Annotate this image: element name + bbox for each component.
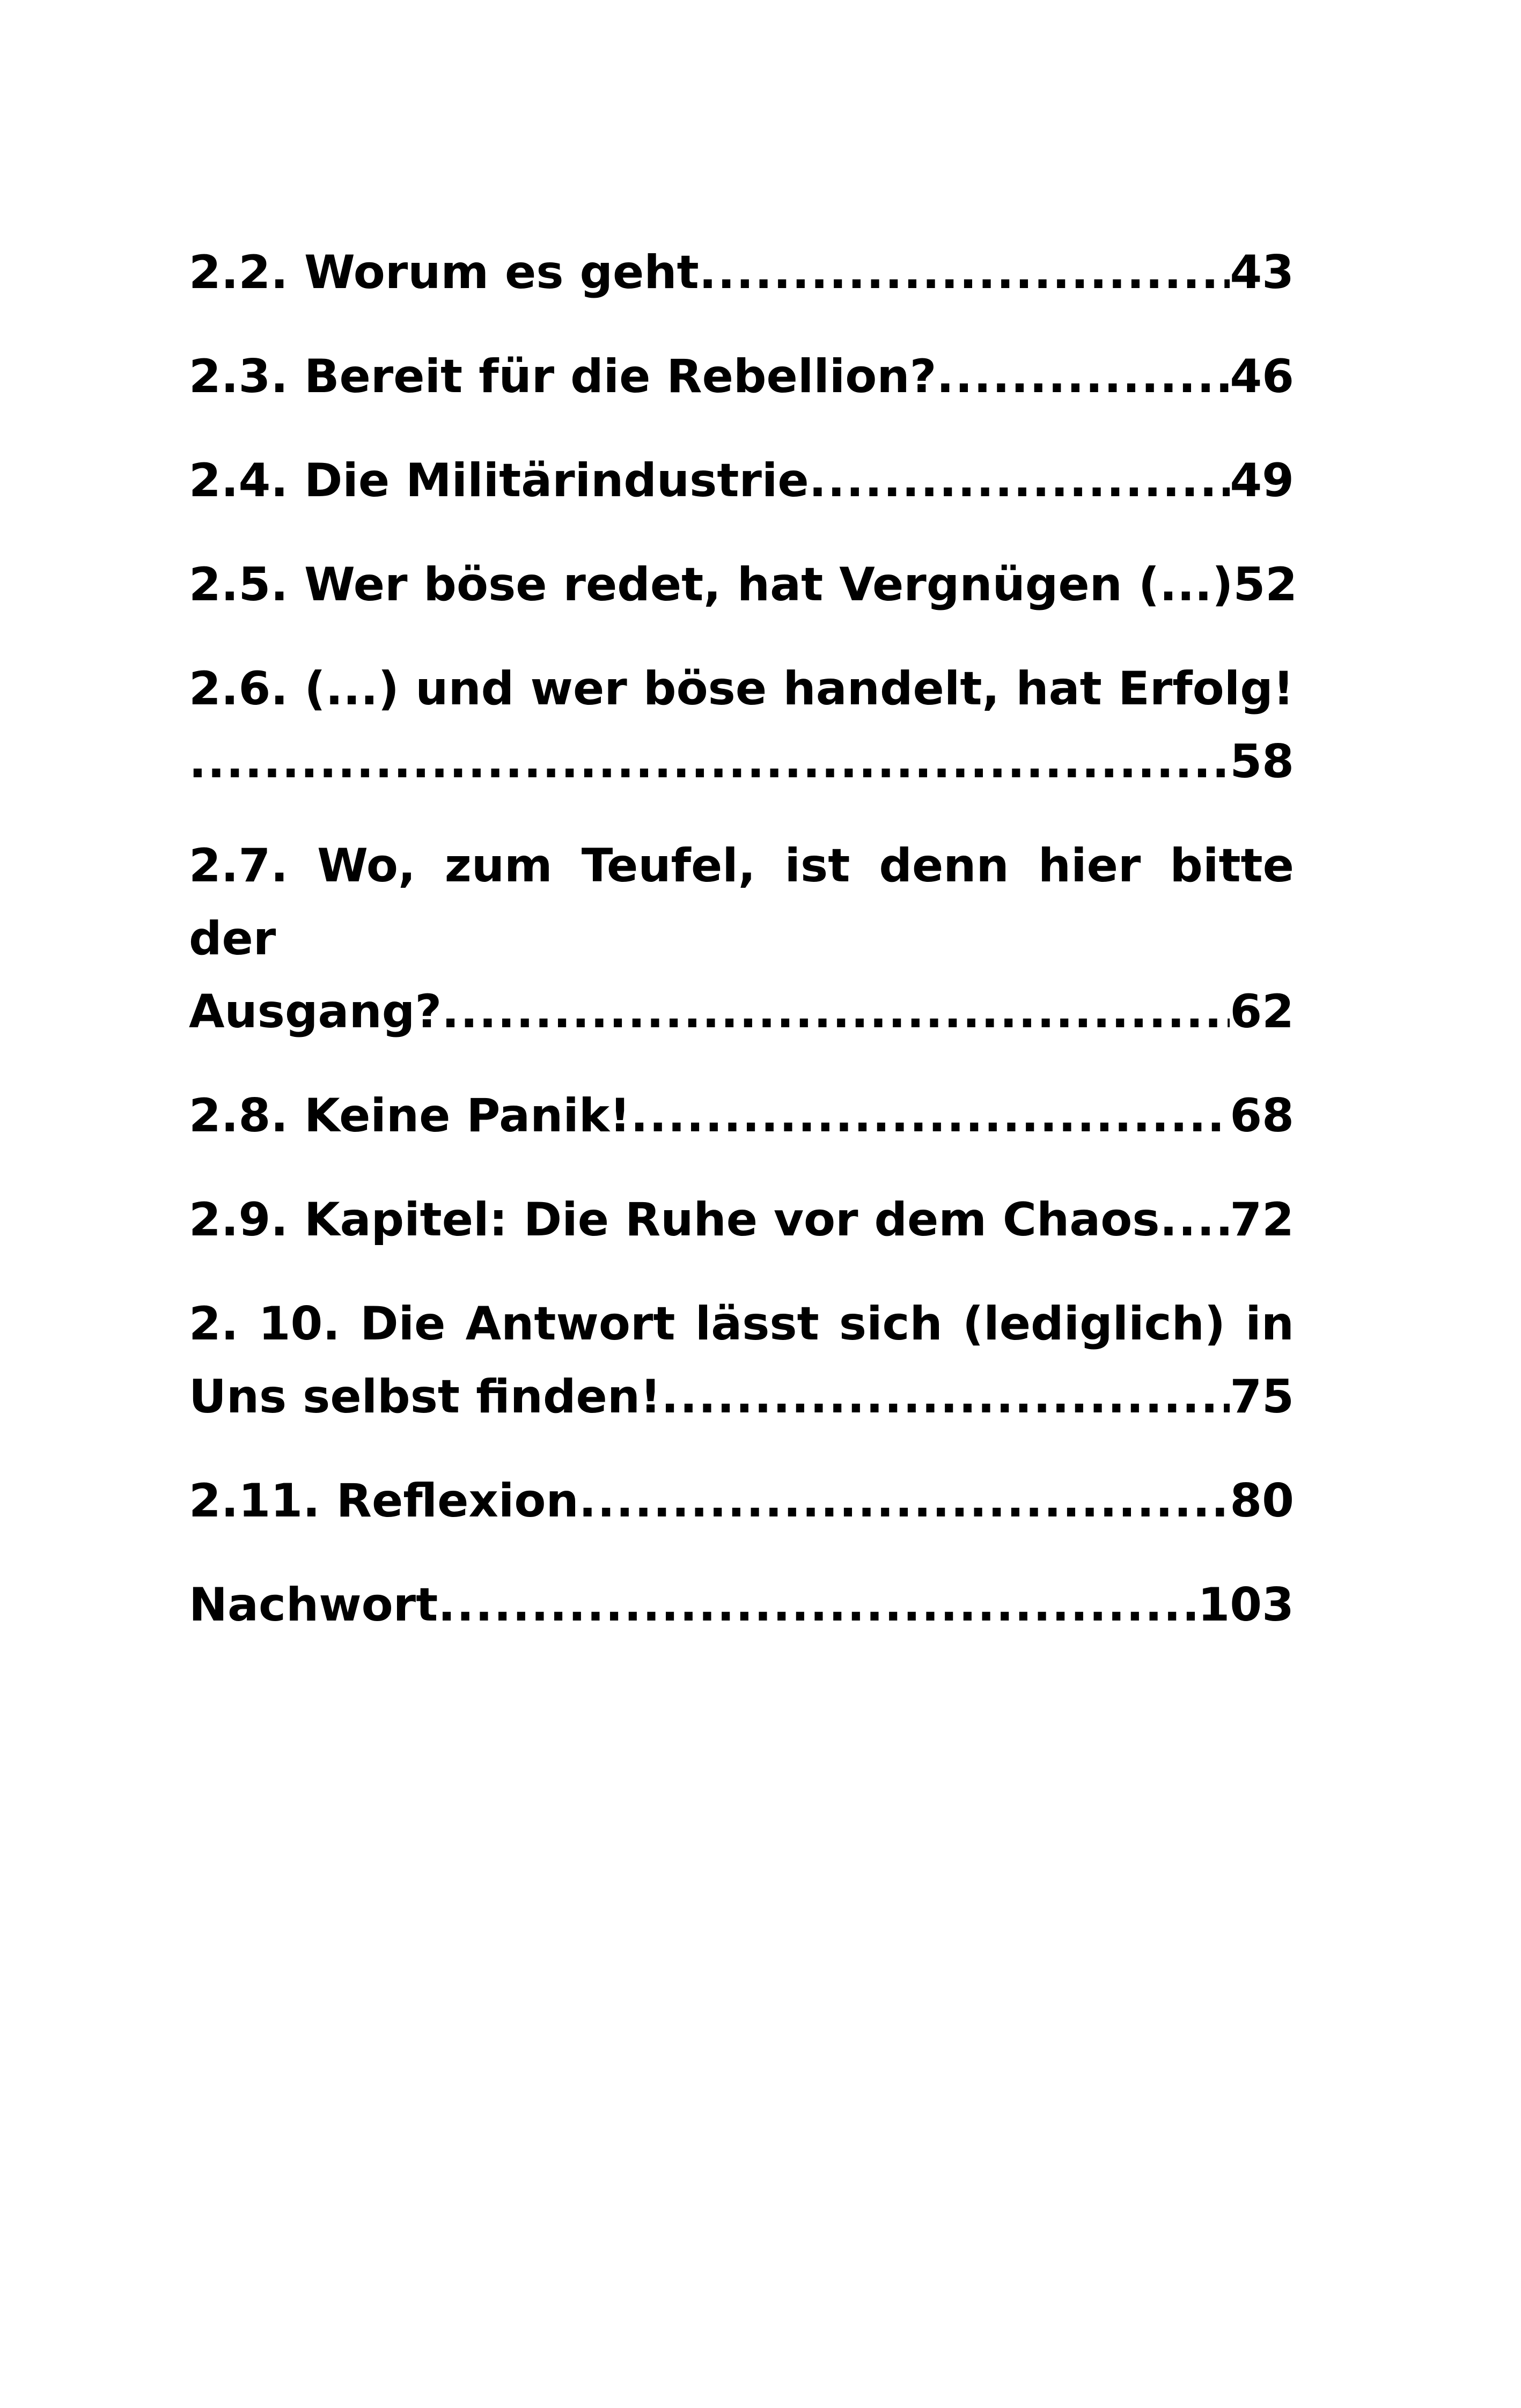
dot-leader: [936, 340, 1230, 413]
toc-entry[interactable]: [189, 1568, 1294, 1641]
toc-entry-title: 2.11. Reflexion: [189, 1474, 579, 1528]
toc-entry[interactable]: [189, 444, 1294, 517]
toc-entry-page: 68: [1230, 1089, 1294, 1143]
toc-entry-title: Nachwort: [189, 1578, 438, 1632]
toc-entry-title: 2.7. Wo, zum Teufel, ist denn hier bitte der: [189, 839, 1294, 966]
toc-entry[interactable]: [189, 1079, 1294, 1152]
toc-entry-page: 72: [1230, 1193, 1294, 1247]
toc-entry-page: 43: [1230, 246, 1294, 299]
toc-entry-page: 52: [1233, 558, 1298, 612]
toc-entry-title: 2.2. Worum es geht: [189, 246, 699, 299]
toc-entry-page: 46: [1230, 350, 1294, 403]
dot-leader: [442, 975, 1230, 1048]
toc-entry[interactable]: [189, 1287, 1294, 1433]
dot-leader: [809, 444, 1230, 517]
toc-entry-page: 49: [1230, 454, 1294, 507]
dot-leader: [438, 1568, 1197, 1641]
dot-leader: [630, 1079, 1230, 1152]
toc-entry-page: 62: [1230, 985, 1294, 1039]
toc-entry-title: 2.8. Keine Panik!: [189, 1089, 631, 1143]
dot-leader: [579, 1464, 1230, 1537]
toc-entry[interactable]: [189, 829, 1294, 1048]
toc-entry[interactable]: [189, 236, 1294, 309]
toc-entry[interactable]: [189, 652, 1294, 798]
toc-entry[interactable]: [189, 548, 1298, 621]
toc-entry-title: 2.3. Bereit für die Rebellion?: [189, 350, 937, 403]
toc-entry-title-continued: Uns selbst finden!: [189, 1370, 662, 1424]
toc-entry-title: 2.4. Die Militärindustrie: [189, 454, 809, 507]
toc-entry-title: 2. 10. Die Antwort lässt sich (lediglich) in: [189, 1297, 1294, 1351]
toc-entry-title-continued: Ausgang?: [189, 985, 442, 1039]
toc-entry-title: 2.6. (...) und wer böse handelt, hat Erfolg!: [189, 662, 1294, 716]
dot-leader: [699, 236, 1230, 309]
toc-entry[interactable]: [189, 1183, 1294, 1256]
dot-leader: [189, 725, 1230, 798]
toc-entry-page: 75: [1230, 1370, 1294, 1424]
toc-entry-page: 103: [1197, 1578, 1294, 1632]
table-of-contents: [189, 236, 1298, 1673]
toc-entry-page: 80: [1230, 1474, 1294, 1528]
dot-leader: [1160, 1183, 1230, 1256]
toc-entry[interactable]: [189, 340, 1294, 413]
toc-entry[interactable]: [189, 1464, 1294, 1537]
toc-entry-title: 2.9. Kapitel: Die Ruhe vor dem Chaos: [189, 1193, 1160, 1247]
toc-entry-page: 58: [1230, 735, 1294, 789]
toc-entry-title: 2.5. Wer böse redet, hat Vergnügen (...): [189, 558, 1233, 612]
dot-leader: [661, 1360, 1230, 1433]
